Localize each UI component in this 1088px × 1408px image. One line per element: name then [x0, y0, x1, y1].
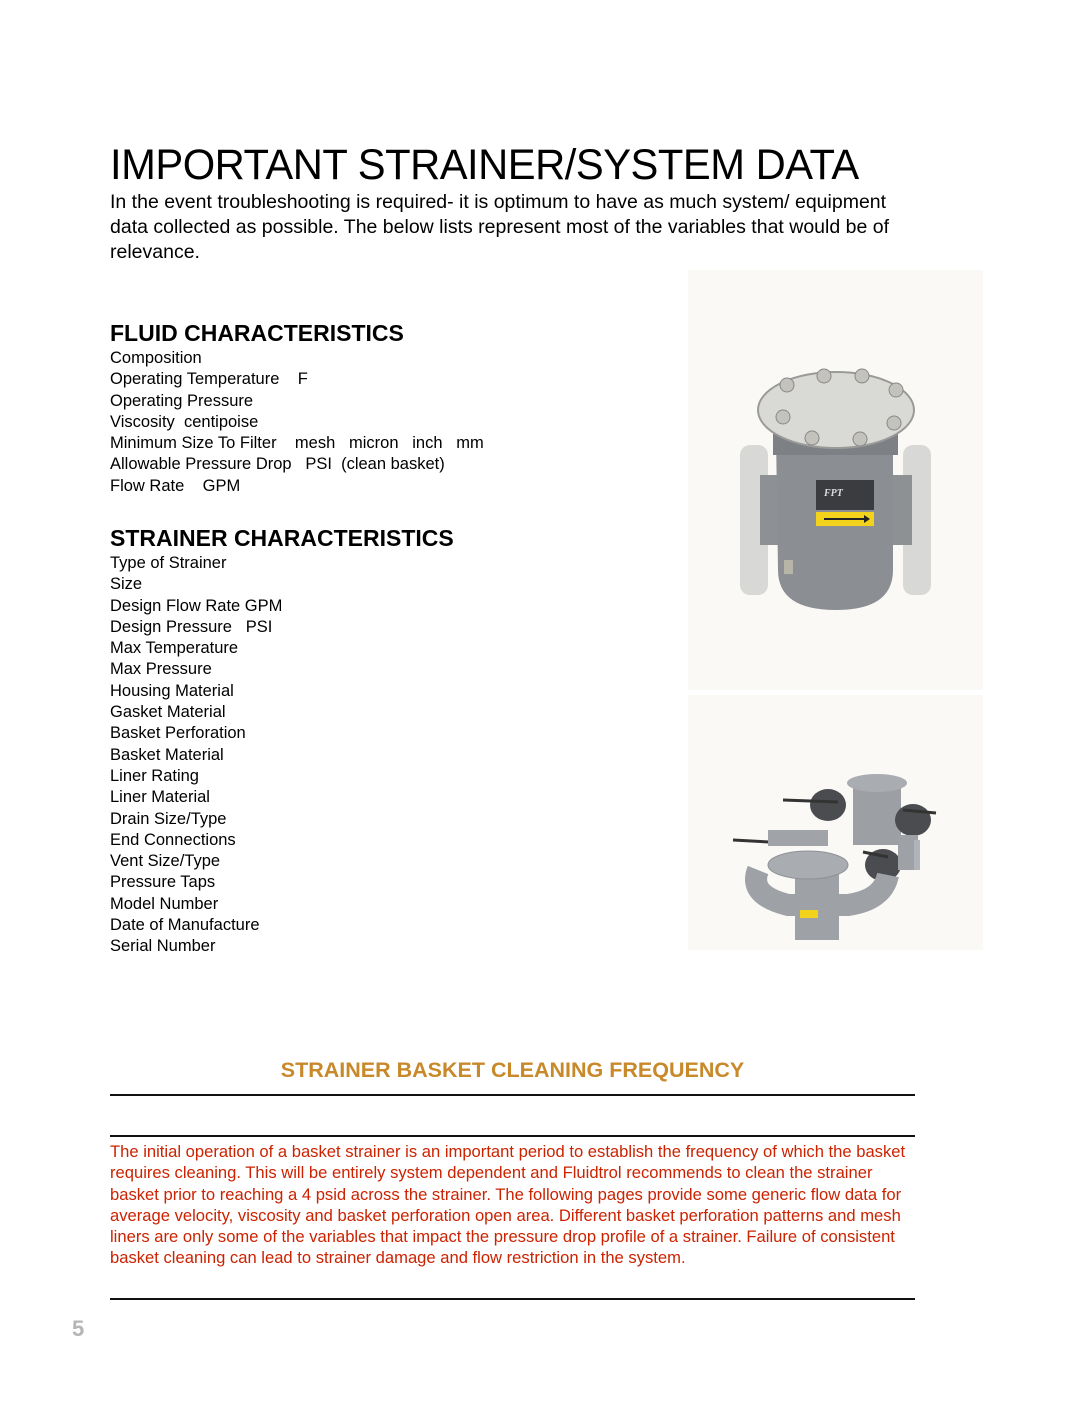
strainer-item: Basket Material [110, 745, 224, 764]
strainer-characteristics-list [110, 553, 282, 958]
strainer-item: Type of Strainer [110, 554, 227, 572]
rear-strainer-cover [847, 774, 907, 792]
flow-label [800, 910, 818, 918]
cleaning-frequency-heading: STRAINER BASKET CLEANING FREQUENCY [280, 1058, 745, 1082]
nameplate-logo: FPT [824, 488, 843, 499]
basket-strainer-photo [688, 270, 983, 690]
page-title: IMPORTANT STRAINER/SYSTEM DATA [110, 141, 859, 189]
strainer-item: Max Temperature [110, 639, 239, 658]
strainer-item: Drain Size/Type [110, 809, 227, 828]
strainer-item: Model Number [110, 894, 219, 913]
intro-paragraph: In the event troubleshooting is required- it is optimum to have as much system/ equipment data collected as possible. The below lists represent most of the variables that would be of relevance. [110, 191, 889, 263]
strainer-item: Vent Size/Type [110, 852, 221, 871]
rear-strainer-body [853, 785, 901, 845]
strainer-item: End Connections [110, 830, 236, 849]
front-strainer-body [795, 870, 839, 940]
fluid-item: Operating Pressure [110, 391, 254, 410]
cleaning-frequency-body: The initial operation of a basket strainer is an important period to establish the frequency of which the basket requires cleaning. This will be entirely system dependent and Fluidtrol recommends to clean the strainer basket prior to reaching a 4 psid across the strainer. The following pages provide some generic flow data for average velocity, viscosity and basket perforation open area. Different basket perforation patterns and mesh liners are only some of the variables that impact the pressure drop profile of a strainer. Failure of consistent basket cleaning can lead to strainer damage and flow restriction in the system. [110, 1142, 906, 1268]
fluid-item: Minimum Size To Filter mesh micron inch mm [110, 434, 484, 453]
strainer-item: Design Flow Rate GPM [110, 596, 283, 615]
front-strainer-cover [768, 851, 848, 879]
strainer-item: Liner Rating [110, 766, 199, 785]
fluid-item: Composition [110, 349, 202, 367]
divider-middle [110, 1135, 915, 1137]
page-number: 5 [72, 1316, 85, 1341]
fluid-item: Flow Rate GPM [110, 476, 241, 495]
duplex-strainer-photo [688, 695, 983, 950]
strainer-item: Liner Material [110, 788, 210, 807]
strainer-item: Housing Material [110, 681, 234, 700]
strainer-item: Max Pressure [110, 660, 212, 679]
fluid-characteristics-heading: FLUID CHARACTERISTICS [110, 320, 404, 346]
divider-bottom [110, 1298, 915, 1300]
fluid-item: Viscosity centipoise [110, 412, 259, 431]
fluid-characteristics-list [110, 348, 484, 497]
strainer-characteristics-heading: STRAINER CHARACTERISTICS [110, 525, 454, 551]
strainer-item: Size [110, 575, 143, 594]
fluid-item: Allowable Pressure Drop PSI (clean basket) [110, 455, 445, 474]
pipe [768, 830, 828, 846]
valve-handle [783, 800, 838, 802]
strainer-item: Basket Perforation [110, 724, 246, 743]
fluid-item: Operating Temperature F [110, 370, 308, 389]
strainer-item: Pressure Taps [110, 873, 216, 892]
strainer-item: Date of Manufacture [110, 916, 260, 935]
valve [895, 804, 931, 836]
strainer-item: Gasket Material [110, 703, 226, 722]
strainer-item: Serial Number [110, 937, 216, 956]
drain-fitting [784, 560, 793, 574]
valve [810, 789, 846, 821]
strainer-item: Design Pressure PSI [110, 617, 273, 636]
divider-top [110, 1094, 915, 1096]
flange [914, 840, 920, 870]
